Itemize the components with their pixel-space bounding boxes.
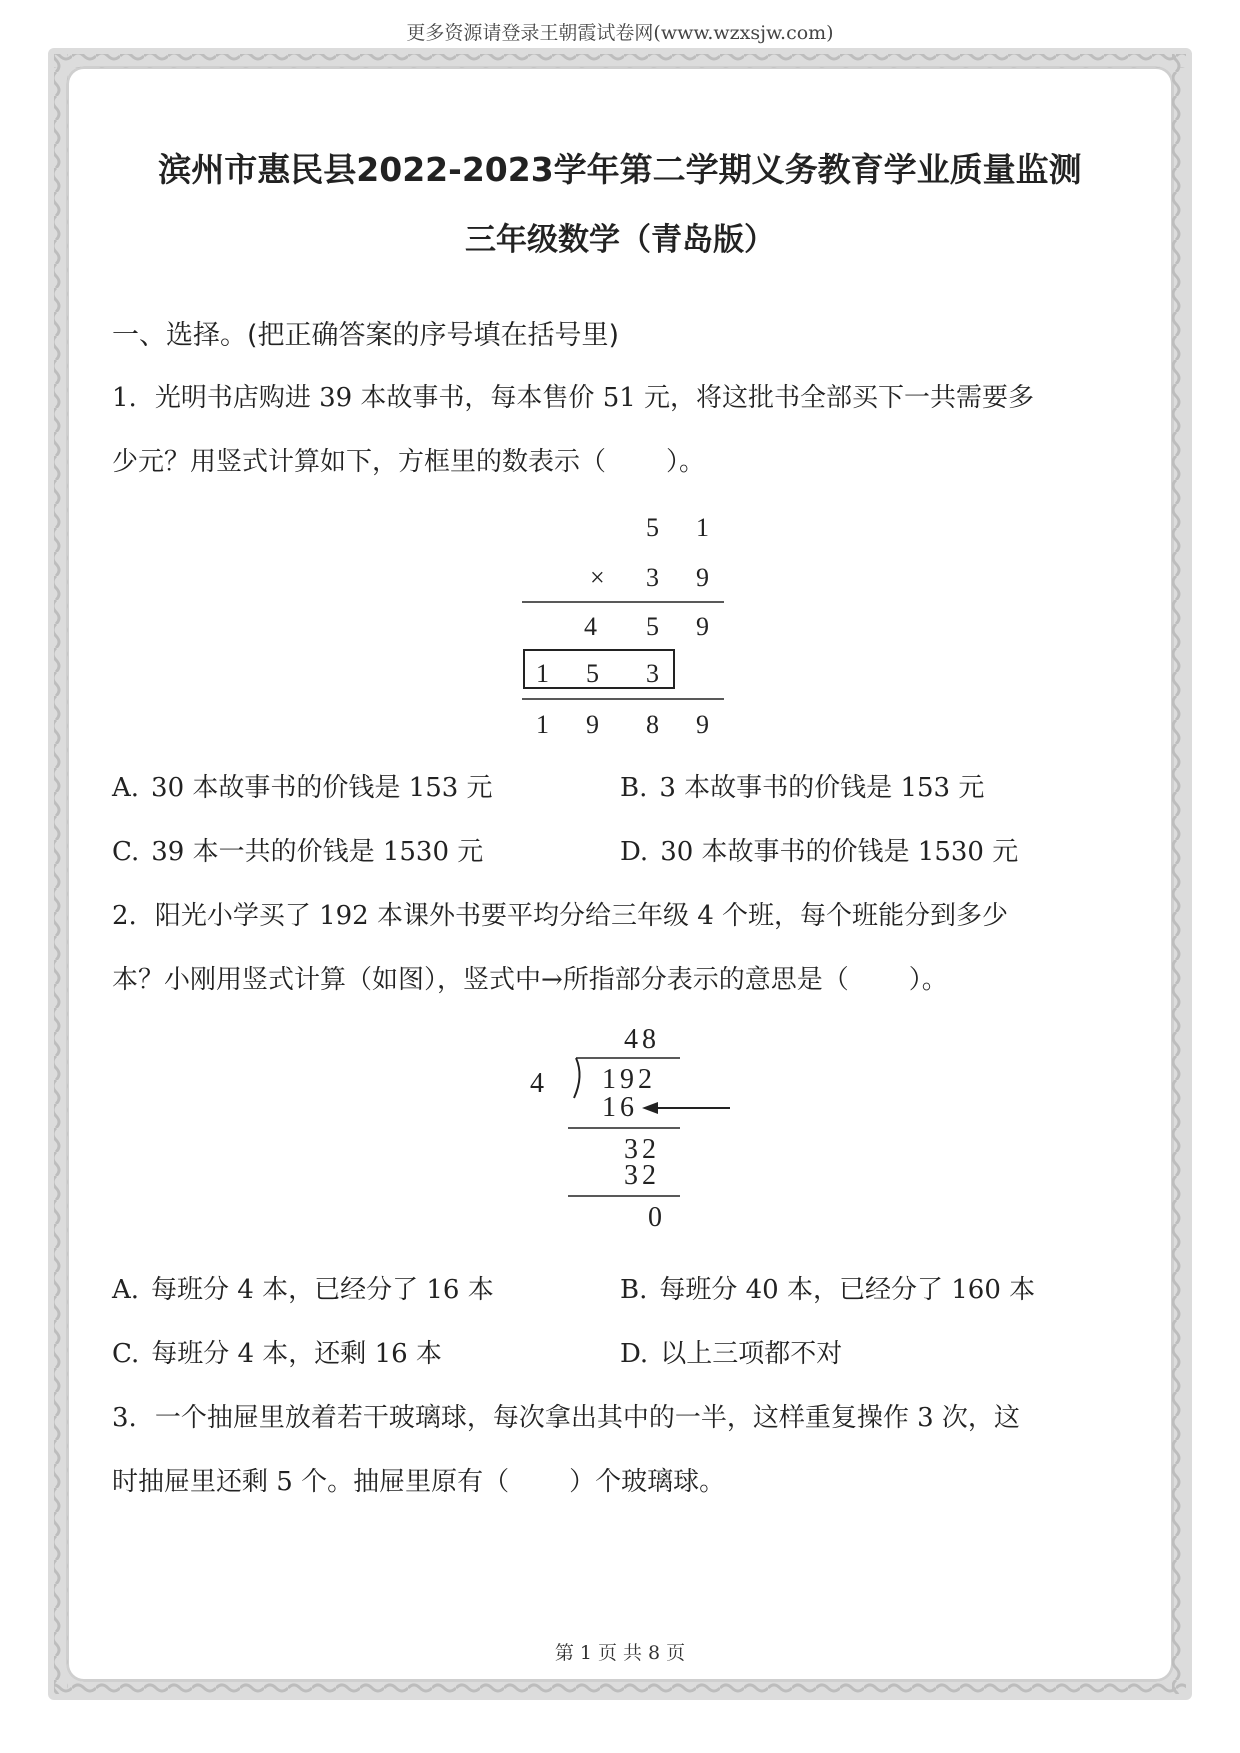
multiplication-vertical-calc [112,494,1128,762]
question-2 [112,884,1128,1386]
calc-digit: 1 [536,659,549,688]
remainder: 0 [648,1202,662,1233]
question-2-options [112,1258,1128,1386]
arrow-icon [642,1102,658,1114]
exam-content [112,150,1128,1514]
question-1-line1: 1. 光明书店购进 39 本故事书，每本售价 51 元，将这批书全部买下一共需要多 [112,383,1035,413]
calc-digit: 3 [646,563,659,592]
question-number: 2. [112,901,137,931]
exam-title: 滨州市惠民县2022-2023学年第二学期义务教育学业质量监测 [158,150,1082,189]
calc-digit: 8 [646,710,659,739]
calc-digit: 5 [646,612,659,641]
calc-digit: 4 [584,612,597,641]
option-a[interactable]: A. 每班分 4 本，已经分了 16 本 [112,1275,494,1305]
exam-subtitle: 三年级数学（青岛版） [465,222,775,258]
calc-digit: 9 [696,563,709,592]
question-2-line2: 本？小刚用竖式计算（如图），竖式中→所指部分表示的意思是（ ）。 [112,965,948,995]
option-a[interactable]: A. 30 本故事书的价钱是 153 元 [112,773,493,803]
division-bracket [574,1058,580,1098]
division-vertical-calc [112,1018,1128,1258]
question-3-line2: 时抽屉里还剩 5 个。抽屉里原有（ ）个玻璃球。 [112,1467,726,1497]
partial-product: 16 [602,1092,638,1123]
quotient: 48 [624,1024,660,1055]
option-b[interactable]: B. 每班分 40 本，已经分了 160 本 [620,1275,1036,1305]
calc-digit: 5 [646,513,659,542]
calc-sign: × [590,563,605,592]
page-footer: 第 1 页 共 8 页 [554,1642,686,1664]
question-3 [112,1386,1128,1514]
dividend: 192 [602,1064,656,1095]
question-1-options [112,756,1128,884]
question-1 [112,366,1128,884]
partial-product: 32 [624,1160,660,1191]
calc-digit: 1 [696,513,709,542]
remainder-step: 32 [624,1134,660,1165]
calc-digit: 9 [696,710,709,739]
divisor: 4 [530,1068,544,1099]
option-c[interactable]: C. 39 本一共的价钱是 1530 元 [112,837,484,867]
section-heading: 一、选择。(把正确答案的序号填在括号里) [112,320,620,351]
calc-digit: 3 [646,659,659,688]
question-3-line1: 3. 一个抽屉里放着若干玻璃球，每次拿出其中的一半，这样重复操作 3 次，这 [112,1403,1020,1433]
calc-digit: 1 [536,710,549,739]
question-1-line2: 少元？用竖式计算如下，方框里的数表示（ ）。 [112,447,706,477]
calc-digit: 9 [696,612,709,641]
calc-digit: 9 [586,710,599,739]
question-number: 3. [112,1403,137,1433]
option-d[interactable]: D. 30 本故事书的价钱是 1530 元 [620,837,1019,867]
calc-digit: 5 [586,659,599,688]
option-b[interactable]: B. 3 本故事书的价钱是 153 元 [620,773,985,803]
option-c[interactable]: C. 每班分 4 本，还剩 16 本 [112,1339,442,1369]
option-d[interactable]: D. 以上三项都不对 [620,1339,843,1369]
question-number: 1. [112,383,137,413]
watermark: 更多资源请登录王朝霞试卷网(www.wzxsjw.com) [406,22,834,44]
question-2-line1: 2. 阳光小学买了 192 本课外书要平均分给三年级 4 个班，每个班能分到多少 [112,901,1009,931]
